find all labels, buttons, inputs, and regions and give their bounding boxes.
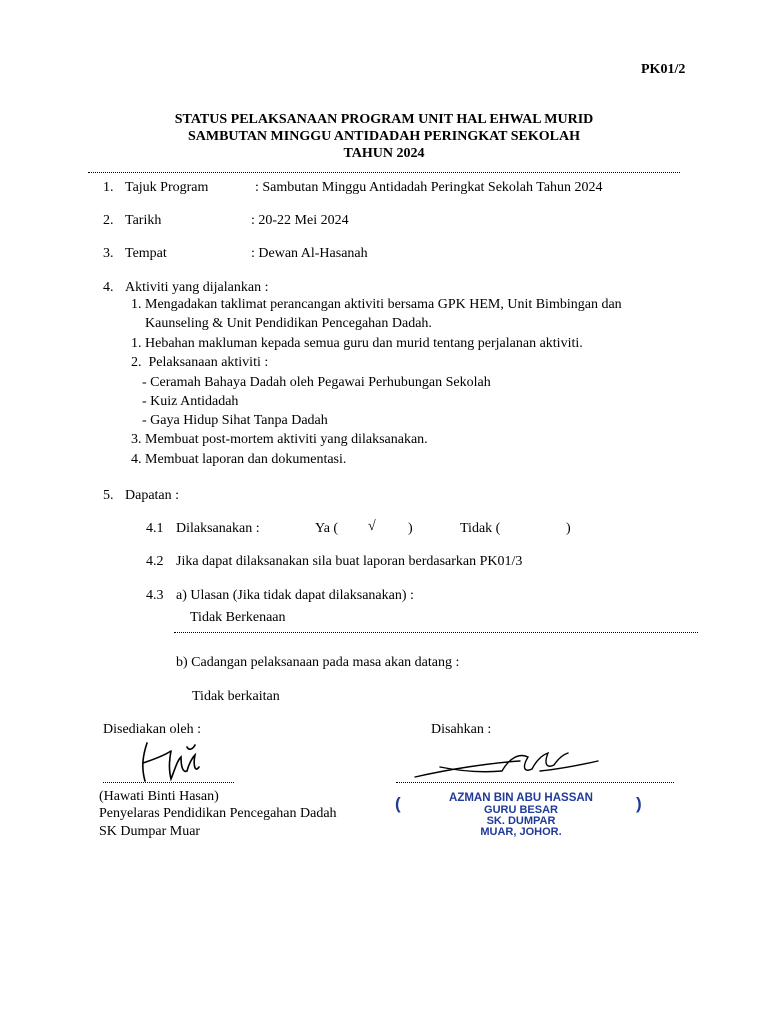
title-line-3: TAHUN 2024 [343,146,425,161]
activity-line: 3. Membuat post-mortem aktiviti yang dilaksanakan. [131,432,428,447]
finding-4-3a-label: a) Ulasan (Jika tidak dapat dilaksanakan) : [176,588,414,603]
approver-paren-close: ) [636,794,642,813]
item-4-number: 4. [103,280,114,295]
activity-line: Kaunseling & Unit Pendidikan Pencegahan Dadah. [131,316,432,331]
approver-signature-line [396,782,674,783]
item-1-value: : Sambutan Minggu Antidadah Peringkat Sekolah Tahun 2024 [255,180,603,195]
approver-paren-open: ( [395,794,401,813]
finding-4-2-text: Jika dapat dilaksanakan sila buat laporan berdasarkan PK01/3 [176,554,523,569]
title-line-1: STATUS PELAKSANAAN PROGRAM UNIT HAL EHWAL MURID [174,112,594,127]
item-3-value: : Dewan Al-Hasanah [251,246,368,261]
title-line-2: SAMBUTAN MINGGU ANTIDADAH PERINGKAT SEKOLAH [187,129,581,144]
finding-4-3a-value: Tidak Berkenaan [190,610,286,625]
item-5-number: 5. [103,488,114,503]
finding-4-3b-value: Tidak berkaitan [192,689,280,704]
finding-4-2-number: 4.2 [146,554,164,569]
activity-line: 1. Hebahan makluman kepada semua guru dan murid tentang perjalanan aktiviti. [131,336,583,351]
item-2-number: 2. [103,213,114,228]
item-3-number: 3. [103,246,114,261]
prepared-by-label: Disediakan oleh : [103,722,201,737]
item-1-number: 1. [103,180,114,195]
no-open-label: Tidak ( [460,521,501,536]
item-1-label: Tajuk Program [125,180,209,195]
yes-checkmark: √ [368,519,376,534]
stamp-school: SK. DUMPAR [486,815,556,827]
item-3-label: Tempat [125,246,167,261]
activity-line: 2. Pelaksanaan aktiviti : [131,355,269,370]
approver-signature-icon [410,747,610,787]
preparer-school: SK Dumpar Muar [99,824,201,839]
document-code: PK01/2 [641,62,686,77]
finding-4-1-label: Dilaksanakan : [176,521,260,536]
finding-4-3b-label: b) Cadangan pelaksanaan pada masa akan datang : [176,655,460,670]
activity-line: 4. Membuat laporan dan dokumentasi. [131,452,347,467]
yes-close-label: ) [408,521,413,536]
item-2-label: Tarikh [125,213,162,228]
activity-line: - Gaya Hidup Sihat Tanpa Dadah [135,413,328,428]
activity-line: - Ceramah Bahaya Dadah oleh Pegawai Perhubungan Sekolah [135,375,491,390]
item-5-label: Dapatan : [125,488,180,503]
yes-open-label: Ya ( [315,521,339,536]
preparer-name: (Hawati Binti Hasan) [99,789,219,804]
stamp-location: MUAR, JOHOR. [480,826,562,838]
activity-line: - Kuiz Antidadah [135,394,239,409]
preparer-signature-icon [135,737,205,787]
approved-by-label: Disahkan : [431,722,492,737]
finding-4-1-number: 4.1 [146,521,164,536]
stamp-title: GURU BESAR [484,804,558,816]
no-close-label: ) [566,521,571,536]
finding-4-3-number: 4.3 [146,588,164,603]
item-2-value: : 20-22 Mei 2024 [251,213,349,228]
header-divider [88,172,680,173]
preparer-role: Penyelaras Pendidikan Pencegahan Dadah [99,806,337,821]
finding-4-3a-dotted-line [174,632,698,633]
preparer-signature-line [103,782,234,783]
activity-line: 1. Mengadakan taklimat perancangan aktiviti bersama GPK HEM, Unit Bimbingan dan [131,297,622,312]
item-4-label: Aktiviti yang dijalankan : [125,280,269,295]
stamp-name: AZMAN BIN ABU HASSAN [449,792,593,804]
